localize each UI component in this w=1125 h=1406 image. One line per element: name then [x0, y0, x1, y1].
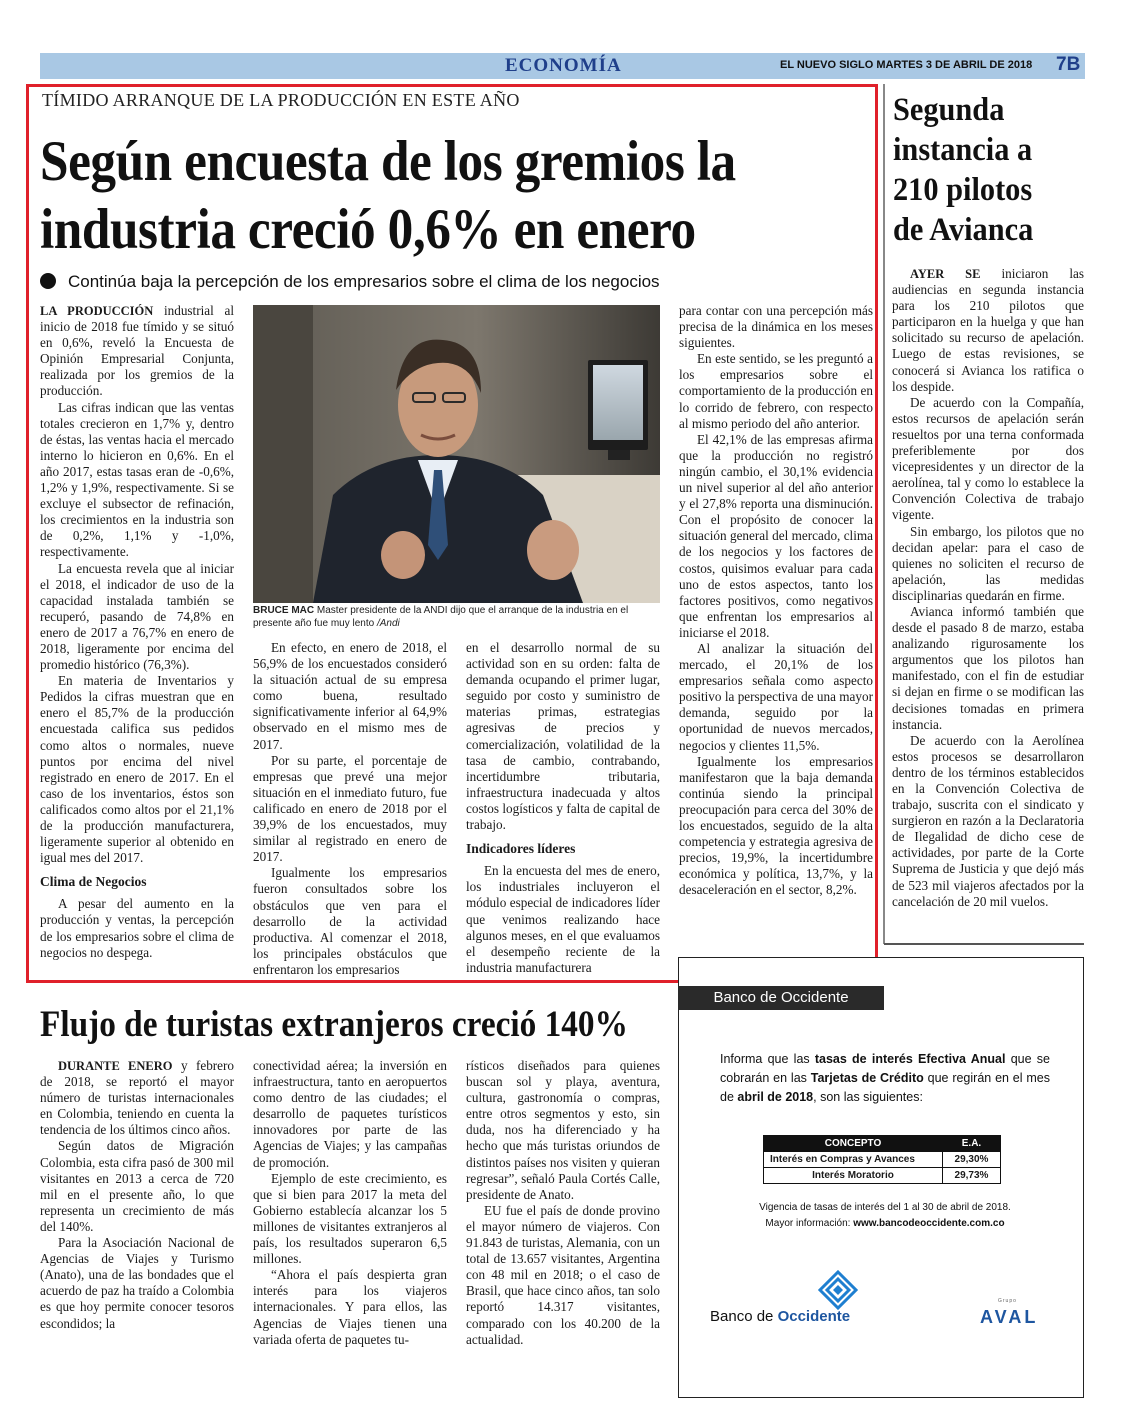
- paragraph: En efecto, en enero de 2018, el 56,9% de los encuestados consideró la situación actual de su empresa como buena, resultado significativamente inferior al 64,9% observado en el mismo mes de 2017.: [253, 640, 447, 752]
- main-column-3: [466, 640, 660, 976]
- second-headline: Flujo de turistas extranjeros creció 140%: [40, 1004, 628, 1045]
- paragraph: Por su parte, el porcentaje de empresas que prevé una mejor situación en el inmediato futuro, fue calificado en enero de 2018 por el 39,9% de los encuestados, muy similar al registrado en enero de 2017.: [253, 752, 447, 865]
- column-rule: [883, 84, 885, 944]
- paragraph: La encuesta revela que al iniciar el 2018, el indicador de uso de la capacidad instalada también se recuperó, pasando de 74,8% en enero de 2017 a 76,7% en enero de 2018, ligeramente por encima del promedio histórico (76,3%).: [40, 560, 234, 673]
- paragraph: En este sentido, se les preguntó a los empresarios sobre el comportamiento de la producción en lo corrido de febrero, con respecto al mismo periodo del año anterior.: [679, 351, 873, 431]
- paragraph: Sin embargo, los pilotos que no decidan apelar: para el caso de quienes no soliciten el recurso de apelación, las medidas disciplinarias quedarán en firme.: [892, 523, 1084, 603]
- paragraph: Para la Asociación Nacional de Agencias de Viajes y Turismo (Anato), una de las bondades que el acuerdo de paz ha traído a Colombia es que hoy permite conocer tesoros escondidos; la: [40, 1235, 234, 1331]
- paragraph: De acuerdo con la Aerolínea estos procesos se desarrollaron dentro de los términos establecidos en la Convención Colectiva de trabajo, suscrita con el sindicato y surgieron en razón a la Declaratoria de Ilegalidad de dicho cese de actividades, por parte de la Corte Suprema de Justicia y que dejó más de 523 mil viajeros afectados por la cancelación de 20 mil vuelos.: [892, 732, 1084, 909]
- main-column-4: [679, 303, 873, 898]
- grupo-label: Grupo: [998, 1298, 1017, 1304]
- paragraph: En la encuesta del mes de enero, los industriales incluyeron el módulo especial de indicadores líder que venimos realizando hace algunos meses, en el que evaluamos el desempeño reciente de la industria manufacturera: [466, 863, 660, 975]
- row-rate: 29,30%: [943, 1152, 1001, 1168]
- row-concept: Interés en Compras y Avances: [764, 1152, 943, 1168]
- lead-in: LA PRODUCCIÓN: [40, 304, 154, 318]
- section-name: ECONOMÍA: [505, 55, 622, 76]
- paragraph: para contar con una percepción más precisa de la dinámica en los meses siguientes.: [679, 303, 873, 351]
- paragraph: Avianca informó también que desde el pasado 8 de marzo, estaba analizando rigurosamente los argumentos que los pilotos han manifestado, con el fin de estudiar si dejan en firme o se modifican las decisiones tomadas en primera instancia.: [892, 603, 1084, 732]
- row-rate: 29,73%: [943, 1168, 1001, 1184]
- paragraph: EU fue el país de donde provino el mayor número de viajeros. Con 91.843 de turistas, Alemania, con un total de 13.657 visitantes, Argentina con 48 mil en 2018; o el caso de Brasil, que hace cinco años, tan solo reportó 14.317 visitantes, comparado con los 40.200 de la actualidad.: [466, 1202, 660, 1347]
- more-info: Mayor información: www.bancodeoccidente.com.co: [765, 1218, 1005, 1229]
- column-header-concept: CONCEPTO: [764, 1136, 943, 1152]
- rates-table: [763, 1135, 1001, 1184]
- paragraph: rísticos diseñados para quienes buscan sol y playa, aventura, cultura, gastronomía o compras, entre otros segmentos y esto, sin duda, nos ha diferenciado y ha hecho que más turistas oriundos de distintos países nos visiten y quieran regresar”, señaló Paula Cortés Calle, presidente de Anato.: [466, 1058, 660, 1202]
- dateline: EL NUEVO SIGLO MARTES 3 DE ABRIL DE 2018: [780, 59, 1033, 71]
- divider: [884, 943, 1084, 945]
- paragraph: “Ahora el país despierta gran interés para los viajeros internacionales. Y para ellos, las Agencias de Viajes tienen una variada oferta de paquetes tu-: [253, 1267, 447, 1347]
- paragraph: Al analizar la situación del mercado, el 20,1% de los empresarios señala como aspecto positivo la perspectiva de una mayor demanda, seguido por la oportunidad de nuevos mercados, negocios y clientes 11,5%.: [679, 640, 873, 753]
- paragraph: LA PRODUCCIÓN industrial al inicio de 2018 fue tímido y se situó en 0,6%, reveló la Encuesta de Opinión Empresarial Conjunta, realizada por los gremios de la producción.: [40, 303, 234, 399]
- paragraph: Las cifras indican que las ventas totales crecieron en 1,7% y, dentro de éstas, las ventas hacia el mercado interno lo hicieron en 0,6%. En el año 2017, estas tasas eran de -0,6%, 1,2% y 1,9%, respectivamente. Si se excluye el subsector de refinación, los crecimientos en la industria son de 0,2%, 1,1% y -1,0%, respectivamente.: [40, 399, 234, 560]
- bank-logo-icon: [818, 1270, 858, 1310]
- paragraph: AYER SE iniciaron las audiencias en segunda instancia para los 210 pilotos que participaron en la huelga y que han solicitado su recurso de apelación. Luego de estas revisiones, se conocerá si Avianca los ratifica o los despide.: [892, 266, 1084, 394]
- subhead-text: Continúa baja la percepción de los empresarios sobre el clima de los negocios: [68, 272, 660, 291]
- website-link[interactable]: www.bancodeoccidente.com.co: [853, 1218, 1005, 1229]
- column-header-ea: E.A.: [943, 1136, 1001, 1152]
- paragraph: DURANTE ENERO y febrero de 2018, se reportó el mayor número de turistas internacionales en Colombia, teniendo en cuenta la tendencia de los últimos cinco años.: [40, 1058, 235, 1138]
- table-row: [764, 1168, 1001, 1184]
- paragraph: A pesar del aumento en la producción y ventas, la percepción de los empresarios sobre el clima de negocios no despega.: [40, 896, 234, 960]
- page-number: 7B: [1056, 54, 1081, 75]
- paragraph: Según datos de Migración Colombia, esta cifra pasó de 300 mil visitantes en 2013 a cerca de 720 mil en el presente año, lo que representa un crecimiento de más del 140%.: [40, 1138, 234, 1234]
- ad-footer: [720, 1200, 1050, 1232]
- caption-text: Master presidente de la ANDI dijo que el arranque de la industria en el presente año fue muy lento: [253, 605, 629, 629]
- lead-in: DURANTE ENERO: [58, 1059, 173, 1073]
- sidebar-headline: Segunda instancia a 210 pilotos de Avianca: [893, 92, 1034, 248]
- paragraph: Igualmente los empresarios fueron consultados sobre los obstáculos que ven para el desarrollo de la actividad productiva. Al comenzar el 2018, los principales obstáculos que enfrentaron los empresarios: [253, 865, 447, 977]
- headline-line-2: industria creció 0,6% en enero: [40, 198, 696, 261]
- paragraph: en el desarrollo normal de su actividad son en su orden: falta de demanda ocupando el primer lugar, seguido por costo y suministro de materias primas, estrategias agresivas de precios y comercialización, volatilidad de la tasa de cambio, contrabando, incertidumbre tributaria, infraestructura inadecuada y altos costos logísticos y falta de capital de trabajo.: [466, 640, 660, 833]
- ad-text: Informa que las tasas de interés Efectiva Anual que se cobrarán en las Tarjetas de Crédito que regirán en el mes de abril de 2018, son las siguientes:: [720, 1052, 1050, 1104]
- paragraph: El 42,1% de las empresas afirma que la producción no registró ningún cambio, el 30,1% evidencia un nivel superior al del año anterior y el 27,8% reporta una disminución. Con el propósito de conocer la situación general del mercado, clima de los negocios y los factores de costos, quisimos evaluar para cada uno de estos aspectos, tanto los factores positivos, como negativos que enfrentan los empresarios al iniciarse el 2018.: [679, 431, 873, 640]
- row-concept: Interés Moratorio: [764, 1168, 943, 1184]
- article-headline: [40, 128, 787, 264]
- article-photo: [253, 305, 660, 603]
- bank-logo-text: Banco de Occidente: [710, 1308, 851, 1325]
- table-row: [764, 1152, 1001, 1168]
- article-kicker: TÍMIDO ARRANQUE DE LA PRODUCCIÓN EN ESTE AÑO: [42, 90, 520, 110]
- paragraph: conectividad aérea; la inversión en infraestructura, tanto en aeropuertos como dentro de las ciudades; el desarrollo de paquetes turísticos innovadores por parte de las Agencias de Viajes; y las campañas de promoción.: [253, 1058, 447, 1170]
- second-column-1: [40, 1058, 234, 1332]
- section-heading: Indicadores líderes: [466, 841, 576, 857]
- headline-line-1: Según encuesta de los gremios la: [40, 130, 736, 193]
- section-heading: Clima de Negocios: [40, 874, 147, 890]
- lead-in: AYER SE: [910, 267, 981, 281]
- second-column-2: [253, 1058, 447, 1348]
- paragraph: Igualmente los empresarios manifestaron que la baja demanda continúa siendo la principal preocupación para cerca del 30% de los encuestados, seguido de la alta competencia y estrategia agresiva de precios, 19,9%, la incertidumbre económica y política, 13,7%, y la desaceleración en el sector, 8,2%.: [679, 753, 873, 898]
- paragraph: De acuerdo con la Compañía, estos recursos de apelación serán resueltos por una terna conformada preferiblemente por dos vicepresidentes y un director de la aerolínea, tal y como lo establece la Convención Colectiva de trabajo vigente.: [892, 394, 1084, 523]
- paragraph: Ejemplo de este crecimiento, es que si bien para 2017 la meta del Gobierno establecía alcanzar los 5 millones de visitantes extranjeros al país, los resultados superaron 6,5 millones.: [253, 1170, 447, 1267]
- photo-caption: [253, 604, 660, 630]
- ad-tab-title: Banco de Occidente: [678, 986, 884, 1010]
- sidebar-body: [892, 266, 1084, 910]
- table-header: [764, 1136, 1001, 1152]
- aval-logo: AVAL: [980, 1307, 1039, 1327]
- bullet-icon: [40, 273, 56, 289]
- main-column-1: [40, 303, 234, 961]
- second-column-3: [466, 1058, 660, 1348]
- main-column-2: [253, 640, 447, 978]
- article-subhead: [40, 272, 660, 292]
- paragraph: En materia de Inventarios y Pedidos la cifras muestran que en enero el 85,7% de la producción encuestada califica sus pedidos como altos o normales, nueve puntos por encima del nivel registrado en enero de 2017. En el caso de los inventarios, éstos son calificados como altos por el 21,1% de la producción manufacturera, ligeramente superior al obtenido en igual mes del 2017.: [40, 673, 234, 866]
- caption-name: BRUCE MAC: [253, 605, 315, 616]
- photo-credit: /Andi: [376, 618, 400, 629]
- validity-note: Vigencia de tasas de interés del 1 al 30 de abril de 2018.: [759, 1202, 1011, 1213]
